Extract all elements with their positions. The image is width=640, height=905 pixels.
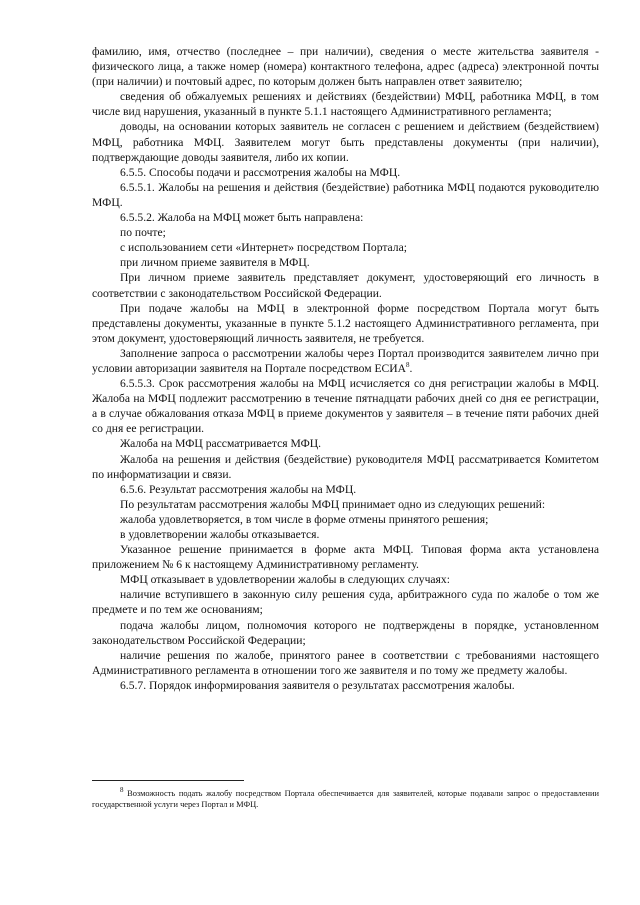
list-item-internet: с использованием сети «Интернет» посредством Портала;	[120, 241, 407, 255]
footnote-divider	[92, 780, 244, 781]
paragraph-6-5-5-1: 6.5.5.1. Жалобы на решения и действия (бездействие) работника МФЦ подаются руководителю МФЦ.	[92, 180, 599, 209]
paragraph-esia-text: Заполнение запроса о рассмотрении жалобы через Портал производится заявителем лично при условии авторизации заявителя на Портале посредством ЕСИА	[92, 346, 599, 375]
list-item-unconfirmed-authority: подача жалобы лицом, полномочия которого не подтверждены в порядке, установленном законодательством Российской Федерации;	[92, 618, 599, 647]
paragraph-refusal-cases: МФЦ отказывает в удовлетворении жалобы в следующих случаях:	[120, 573, 450, 587]
paragraph-esia	[92, 346, 599, 376]
footnote-reference: 8	[406, 361, 410, 370]
list-item-court-decision: наличие вступившего в законную силу решения суда, арбитражного суда по жалобе о том же предмете и по тем же основаниям;	[92, 588, 599, 617]
footnote-text: Возможность подать жалобу посредством Портала обеспечивается для заявителей, которые подавали запрос о предоставлении государственной услуги через Портал и МФЦ.	[92, 789, 599, 809]
paragraph-electronic-submission: При подаче жалобы на МФЦ в электронной форме посредством Портала могут быть представлены документы, указанные в пункте 5.1.2 настоящего Административного регламента, при этом документ, удостоверяющий личность заявителя, не требуется.	[92, 301, 599, 345]
paragraph-appealed-decisions: сведения об обжалуемых решениях и действиях (бездействии) МФЦ, работника МФЦ, в том числе вид нарушения, указанный в пункте 5.1.1 настоящего Административного регламента;	[92, 90, 599, 119]
paragraph-arguments: доводы, на основании которых заявитель не согласен с решением и действием (бездействием) МФЦ, работника МФЦ. Заявителем могут быть представлены документы (при наличии), подтверждающие доводы заявителя, либо их копии.	[92, 120, 599, 164]
footnote-mark: 8	[120, 786, 124, 795]
paragraph-6-5-5-2: 6.5.5.2. Жалоба на МФЦ может быть направлена:	[120, 211, 364, 225]
list-item-by-mail: по почте;	[120, 226, 166, 240]
paragraph-act-form: Указанное решение принимается в форме акта МФЦ. Типовая форма акта установлена приложением № 6 к настоящему Административному регламенту.	[92, 543, 599, 572]
document-body	[92, 44, 599, 693]
paragraph-decisions: По результатам рассмотрения жалобы МФЦ принимает одно из следующих решений:	[120, 497, 546, 511]
section-6-5-5-heading: 6.5.5. Способы подачи и рассмотрения жалобы на МФЦ.	[120, 165, 401, 179]
section-6-5-7-heading: 6.5.7. Порядок информирования заявителя о результатах рассмотрения жалобы.	[120, 678, 515, 692]
paragraph-esia-period: .	[409, 361, 413, 375]
paragraph-6-5-5-3: 6.5.5.3. Срок рассмотрения жалобы на МФЦ исчисляется со дня регистрации жалобы в МФЦ. Жалоба на МФЦ подлежит рассмотрению в течение пятнадцати рабочих дней со дня ее регистрации, а в случае обжалования отказа МФЦ в приеме документов у заявителя – в течение пяти рабочих дней со дня ее регистрации.	[92, 377, 599, 436]
paragraph-personal-reception: При личном приеме заявитель представляет документ, удостоверяющий его личность в соответствии с законодательством Российской Федерации.	[92, 271, 599, 300]
section-6-5-6-heading: 6.5.6. Результат рассмотрения жалобы на МФЦ.	[120, 482, 357, 496]
paragraph-considered-by-mfc: Жалоба на МФЦ рассматривается МФЦ.	[120, 437, 322, 451]
footnote	[92, 788, 599, 810]
list-item-satisfied: жалоба удовлетворяется, в том числе в форме отмены принятого решения;	[120, 512, 489, 526]
list-item-prior-decision: наличие решения по жалобе, принятого ранее в соответствии с требованиями настоящего Административного регламента в отношении того же заявителя и по тому же предмету жалобы.	[92, 648, 599, 677]
list-item-refused: в удовлетворении жалобы отказывается.	[120, 528, 320, 541]
list-item-personal: при личном приеме заявителя в МФЦ.	[120, 256, 310, 270]
paragraph-applicant-details: фамилию, имя, отчество (последнее – при наличии), сведения о месте жительства заявителя - физического лица, а также номер (номера) контактного телефона, адрес (адреса) электронной почты (при наличии) и почтовый адрес, по которым должен быть направлен ответ заявителю;	[92, 45, 599, 89]
paragraph-considered-by-committee: Жалоба на решения и действия (бездействие) руководителя МФЦ рассматривается Комитетом по информатизации и связи.	[92, 452, 599, 481]
